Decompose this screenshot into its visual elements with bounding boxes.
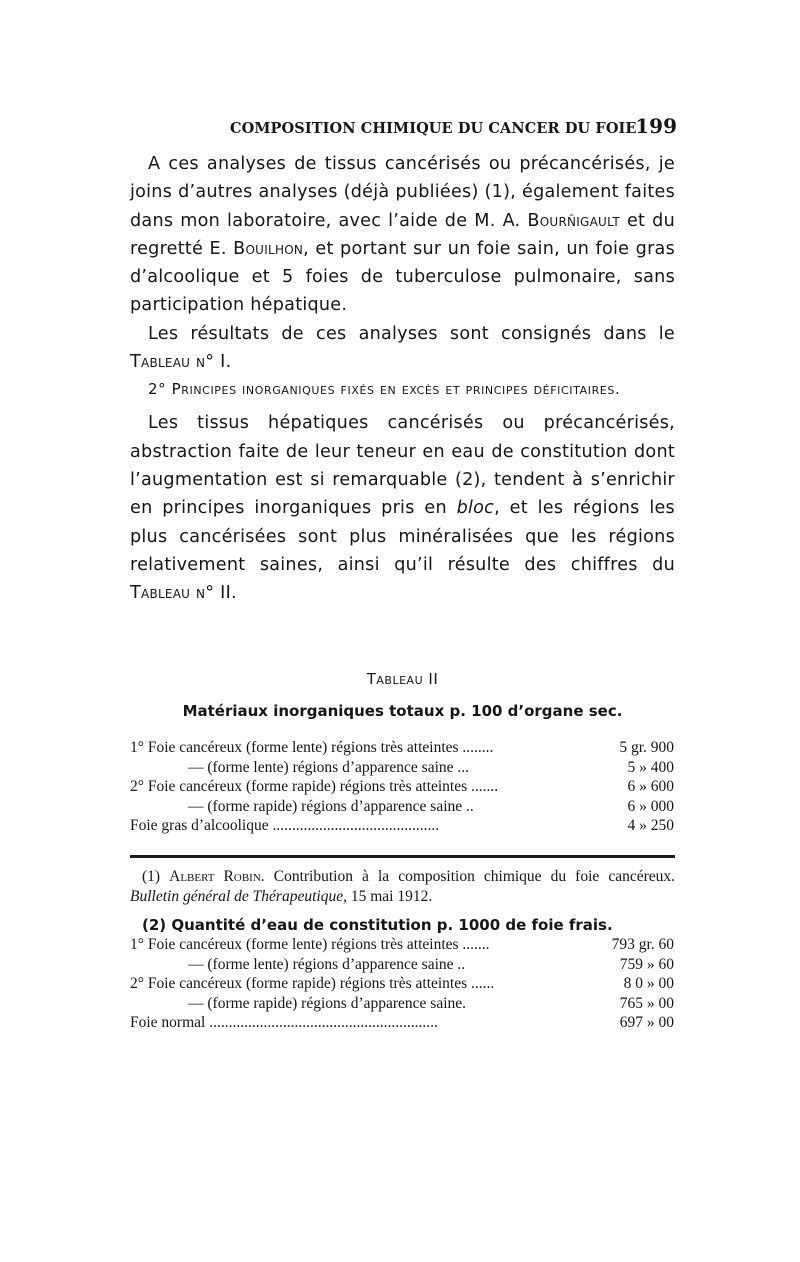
page-number: 199 (635, 114, 677, 138)
section-heading: 2° Principes inorganiques fixés en excès et principes déficitaires. (148, 380, 621, 399)
row-label: 2° Foie cancéreux (forme rapide) régions très atteintes ...... (130, 975, 495, 993)
running-head-title: COMPOSITION CHIMIQUE DU CANCER DU FOIE (230, 120, 637, 137)
table-ii (130, 738, 678, 836)
row-value: 8 0 » 00 (623, 975, 674, 993)
table-row (130, 797, 678, 817)
row-label: 1° Foie cancéreux (forme lente) régions très atteintes ........ (130, 739, 494, 756)
row-value: 697 » 00 (619, 1014, 674, 1032)
table-row (130, 758, 678, 778)
row-label: — (forme lente) régions d’apparence saine ... (188, 758, 470, 776)
body-text (130, 150, 675, 607)
row-value: 5 » 400 (627, 758, 674, 776)
footnote-2-title: (2) Quantité d’eau de constitution p. 1000 de foie frais. (142, 916, 613, 934)
row-value: 4 » 250 (627, 817, 674, 835)
row-value: 6 » 000 (627, 797, 674, 815)
table-row (130, 974, 678, 994)
table-row (130, 1013, 678, 1033)
row-value: 6 » 600 (627, 778, 674, 796)
row-label: — (forme rapide) régions d’apparence saine .. (188, 797, 474, 815)
footnotes (130, 867, 675, 935)
table-row (130, 955, 678, 975)
table-row (130, 994, 678, 1014)
row-value: 765 » 00 (619, 994, 674, 1012)
row-label: — (forme rapide) régions d’apparence saine. (188, 994, 467, 1012)
footnote-1: (1) Albert Robin. Contribution à la composition chimique du foie cancéreux. Bulletin général de Thérapeutique, 15 mai 1912. (130, 868, 676, 905)
row-label: — (forme lente) régions d’apparence saine .. (188, 955, 466, 973)
row-value: 793 gr. 60 (611, 936, 674, 953)
footnote-table (130, 935, 678, 1033)
table-row (130, 816, 678, 836)
table-ii-caption: Matériaux inorganiques totaux p. 100 d’organe sec. (182, 702, 623, 720)
row-value: 759 » 60 (619, 955, 674, 973)
table-row (130, 738, 678, 758)
row-label: 1° Foie cancéreux (forme lente) régions très atteintes ....... (130, 936, 490, 953)
row-label: 2° Foie cancéreux (forme rapide) régions très atteintes ....... (130, 778, 499, 796)
paragraph-3: Les tissus hépatiques cancérisés ou précancérisés, abstraction faite de leur teneur en eau de constitution dont l’augmentation est si remarquable (2), tendent à s’enrichir en principes inorganiques pris en bloc, et les régions les plus cancérisées sont plus minéralisées que les régions relativement saines, ainsi qu’il résulte des chiffres du Tableau n° II. (130, 413, 675, 604)
row-label: Foie normal ........................................................... (130, 1014, 438, 1032)
table-row (130, 777, 678, 797)
row-label: Foie gras d’alcoolique ........................................... (130, 817, 440, 835)
table-ii-title: Tableau II (366, 670, 439, 688)
row-value: 5 gr. 900 (619, 739, 674, 756)
paragraph-1: A ces analyses de tissus cancérisés ou précancérisés, je joins d’autres analyses (déjà publiées) (1), également faites dans mon laboratoire, avec l’aide de M. A. Bourñigault et du regretté E. Bouilhon, et portant sur un foie sain, un foie gras d’alcoolique et 5 foies de tuberculose pulmonaire, sans participation hépatique. (130, 154, 675, 316)
paragraph-2: Les résultats de ces analyses sont consignés dans le Tableau n° I. (130, 323, 675, 373)
table-row (130, 935, 678, 955)
footnote-rule (130, 855, 675, 858)
